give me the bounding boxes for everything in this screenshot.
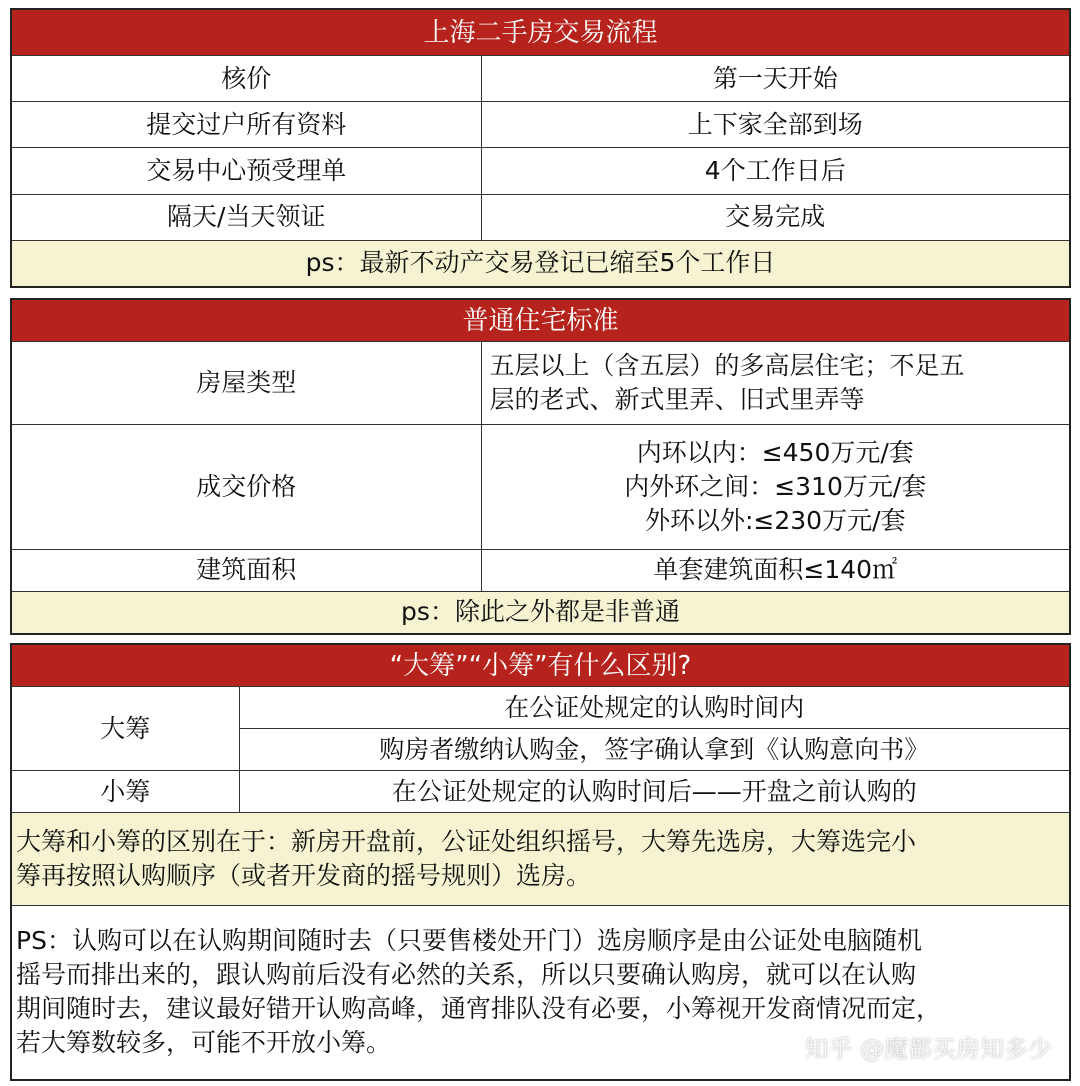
table-row — [11, 771, 1070, 813]
chou-table — [10, 643, 1071, 1081]
process-title: 上海二手房交易流程 — [11, 9, 1070, 56]
difference-line: 大筹和小筹的区别在于：新房开盘前，公证处组织摇号，大筹先选房，大筹选完小 — [16, 826, 917, 856]
process-time: 4个工作日后 — [481, 148, 1070, 194]
big-chou-line: 在公证处规定的认购时间内 — [239, 687, 1070, 729]
ps-line: 若大筹数较多，可能不开放小筹。 — [16, 1028, 392, 1058]
difference-line: 筹再按照认购顺序（或者开发商的摇号规则）选房。 — [16, 860, 592, 890]
process-time: 上下家全部到场 — [481, 102, 1070, 148]
difference-note — [11, 813, 1070, 905]
house-type-label: 房屋类型 — [11, 342, 481, 425]
table-row — [11, 56, 1070, 102]
ps-line: 摇号而排出来的，跟认购前后没有必然的关系，所以只要确认购房，就可以在认购 — [16, 960, 917, 990]
standard-title: 普通住宅标准 — [11, 299, 1070, 342]
process-step: 核价 — [11, 56, 481, 102]
standard-note: ps：除此之外都是非普通 — [11, 591, 1070, 634]
process-note: ps：最新不动产交易登记已缩至5个工作日 — [11, 240, 1070, 287]
big-chou-label: 大筹 — [11, 687, 239, 771]
big-chou-line: 购房者缴纳认购金，签字确认拿到《认购意向书》 — [239, 729, 1070, 771]
table-row — [11, 425, 1070, 549]
process-time: 第一天开始 — [481, 56, 1070, 102]
process-time: 交易完成 — [481, 194, 1070, 240]
price-line: 内外环之间：≤310万元/套 — [624, 471, 927, 501]
chou-title: “大筹”“小筹”有什么区别? — [11, 644, 1070, 687]
small-chou-label: 小筹 — [11, 771, 239, 813]
table-row — [11, 342, 1070, 425]
house-type-line: 五层以上（含五层）的多高层住宅；不足五 — [489, 351, 965, 381]
standard-table — [10, 298, 1071, 635]
area-value: 单套建筑面积≤140㎡ — [481, 549, 1070, 591]
table-row — [11, 549, 1070, 591]
price-value — [481, 425, 1070, 549]
ps-note — [11, 905, 1070, 1080]
ps-line: 期间随时去，建议最好错开认购高峰，通宵排队没有必要，小筹视开发商情况而定， — [16, 994, 942, 1024]
process-step: 提交过户所有资料 — [11, 102, 481, 148]
table-row — [11, 148, 1070, 194]
area-label: 建筑面积 — [11, 549, 481, 591]
price-label: 成交价格 — [11, 425, 481, 549]
ps-line: PS：认购可以在认购期间随时去（只要售楼处开门）选房顺序是由公证处电脑随机 — [16, 926, 922, 956]
process-step: 交易中心预受理单 — [11, 148, 481, 194]
process-step: 隔天/当天领证 — [11, 194, 481, 240]
price-line: 内环以内：≤450万元/套 — [636, 437, 914, 467]
watermark: 知乎 @魔都买房知多少 — [804, 1035, 1052, 1063]
table-row — [11, 687, 1070, 729]
small-chou-line: 在公证处规定的认购时间后——开盘之前认购的 — [239, 771, 1070, 813]
table-row — [11, 102, 1070, 148]
house-type-value — [481, 342, 1070, 425]
process-table — [10, 8, 1071, 288]
price-line: 外环以外:≤230万元/套 — [644, 505, 906, 535]
house-type-line: 层的老式、新式里弄、旧式里弄等 — [489, 385, 865, 415]
table-row — [11, 194, 1070, 240]
